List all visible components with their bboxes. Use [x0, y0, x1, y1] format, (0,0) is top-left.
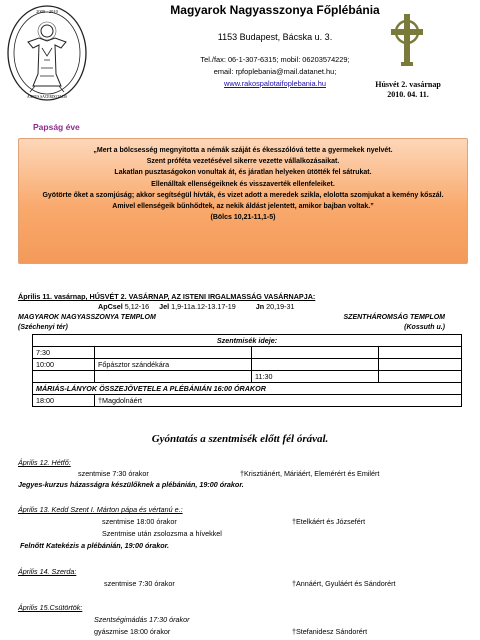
quote-line: Szent próféta vezetésével sikerre vezette vállalkozásaikat. [146, 158, 340, 166]
church-left-location: (Széchenyi tér) [18, 323, 68, 331]
table-row [33, 359, 462, 371]
quote-line: Amivel ellenségeik bűnhődtek, az nekik áldást jelentett, amikor bajban voltak.” [112, 203, 374, 211]
intention2-cell [379, 371, 462, 383]
day-title-wednesday: Április 14. Szerda: [18, 567, 77, 576]
parish-title: Magyarok Nagyasszonya Főplébánia [170, 3, 380, 17]
church-right-location: (Kossuth u.) [404, 323, 445, 331]
quote-line: Ellenálltak ellenségeiknek és visszaverték ellenfeleiket. [151, 180, 335, 188]
church-right-name: SZENTHÁROMSÁG TEMPLOM [343, 314, 445, 321]
table-row [33, 395, 462, 407]
maria-meeting-header: MÁRIÁS-LÁNYOK ÖSSZEJÖVETELE A PLÉBÁNIÁN 16:00 ÓRAKOR [33, 383, 462, 395]
time2-cell [252, 347, 379, 359]
intention-cell [95, 347, 252, 359]
mass-schedule-table [32, 334, 462, 407]
church-right [320, 313, 445, 332]
scripture-quote-box [18, 138, 468, 264]
reading-1: 5,12-16 [124, 302, 150, 311]
day-title-thursday: Április 15.Csütörtök: [18, 603, 83, 612]
phone-line: Tel./fax: 06-1-307-6315; mobil: 06203574229; [200, 55, 350, 64]
sunday-name: Húsvét 2. vasárnap [375, 80, 441, 89]
reading-2: 1,9-11a.12-13.17-19 [171, 302, 236, 311]
readings-line [98, 302, 295, 311]
quote-reference: (Bölcs 10,21-11,1-5) [210, 214, 276, 222]
day-line-left: szentmise 18:00 órakor [102, 517, 177, 526]
day-title-monday: Április 12. Hétfő: [18, 458, 71, 467]
intention-cell: Főpásztor szándékára [95, 359, 252, 371]
sunday-heading: Április 11. vasárnap, HÚSVÉT 2. VASÁRNAP, AZ ISTENI IRGALMASSÁG VASÁRNAPJA: [18, 292, 316, 301]
svg-text:ANNUS SACERDOTALIS: ANNUS SACERDOTALIS [27, 95, 67, 99]
time2-cell [252, 359, 379, 371]
table-row [33, 383, 462, 395]
table-header-row [33, 335, 462, 347]
time-cell: 10:00 [33, 359, 95, 371]
reading-1-label: ApCsel [98, 302, 123, 311]
table-row [33, 371, 462, 383]
website-link[interactable]: www.rakospalotaifoplebania.hu [224, 79, 326, 88]
time2-cell: 11:30 [252, 371, 379, 383]
svg-text:2009 - 2010: 2009 - 2010 [36, 9, 58, 14]
reading-2-label: Jel [159, 302, 170, 311]
church-left-name: MAGYAROK NAGYASSZONYA TEMPLOM [18, 314, 156, 321]
quote-line: Gyötörte őket a szomjúság; akkor segítségül hívták, és vizet adott a meredek szikla, elolotta szomjukat a kemény kőszál. [42, 191, 444, 199]
day-note: Felnőtt Katekézis a plébánián, 19:00 órakor. [20, 541, 169, 550]
parish-seal-logo [6, 4, 88, 102]
table-row [33, 347, 462, 359]
day-note: Jegyes-kurzus házasságra készülőknek a plébánián, 19:00 órakor. [18, 480, 244, 489]
intention-cell: †Magdolnáért [95, 395, 462, 407]
day-line-left: szentmise 7:30 órakor [104, 579, 175, 588]
time-cell: 18:00 [33, 395, 95, 407]
intention2-cell [379, 359, 462, 371]
day-line-right: †Etelkáért és Józsefért [292, 517, 366, 526]
confession-note: Gyóntatás a szentmisék előtt fél órával. [151, 433, 329, 445]
day-line-left: gyászmise 18:00 órakor [94, 627, 171, 636]
date-block [360, 80, 456, 100]
email-line: email: rpfoplebania@mail.datanet.hu; [213, 67, 337, 76]
intention2-cell [379, 347, 462, 359]
day-line-left: Szentségimádás 17:30 órakor [94, 615, 190, 624]
intention-cell [95, 371, 252, 383]
time-cell [33, 371, 95, 383]
time-cell: 7:30 [33, 347, 95, 359]
day-title-tuesday: Április 13. Kedd Szent I. Márton pápa és vértanú e.: [18, 505, 183, 514]
priest-year-label: Papság éve [33, 122, 80, 132]
issue-date: 2010. 04. 11. [387, 90, 429, 99]
church-left [18, 313, 156, 332]
reading-3: 20,19-31 [266, 302, 295, 311]
day-line-right: †Stefanidesz Sándorért [292, 627, 368, 636]
schedule-header: Szentmisék ideje: [33, 335, 462, 347]
quote-line: „Mert a bölcsesség megnyitotta a némák száját és ékesszólóvá tette a gyermekek nyelvét. [93, 147, 393, 154]
day-line-right: †Annáért, Gyuláért és Sándorért [292, 579, 396, 588]
day-line-left: szentmise 7:30 órakor [78, 469, 149, 478]
quote-line: Lakatlan pusztaságokon vonultak át, és járatlan helyeken ütötték fel sátrukat. [114, 169, 372, 177]
reading-3-label: Jn [255, 302, 265, 311]
day-line-left: Szentmise után zsolozsma a hívekkel [102, 529, 222, 538]
day-line-right: †Krisztiánért, Máriáért, Elemérért és Emilért [240, 469, 380, 478]
parish-address: 1153 Budapest, Bácska u. 3. [217, 32, 333, 42]
